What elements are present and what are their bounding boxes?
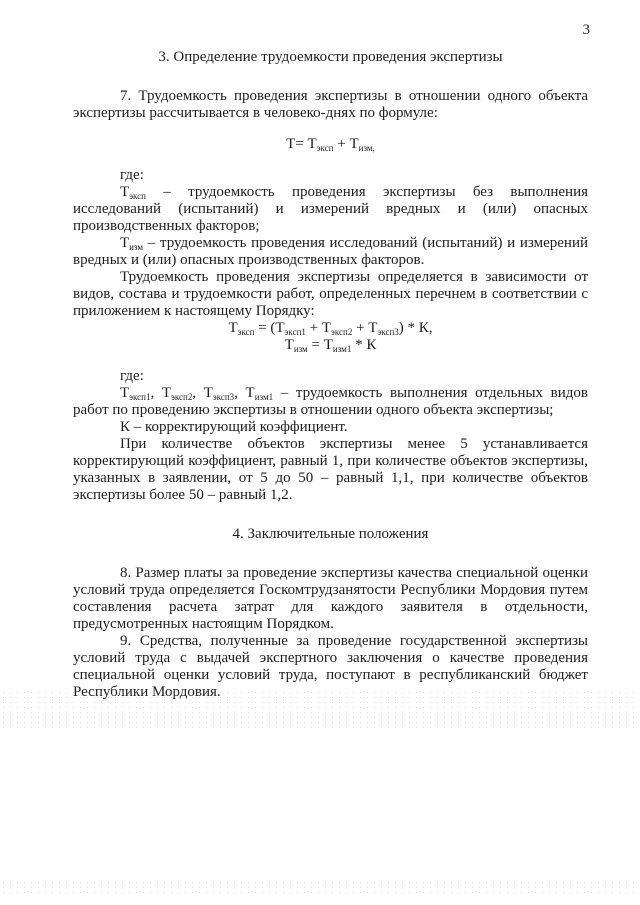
- scan-noise: [0, 690, 640, 730]
- page-content: [73, 49, 588, 701]
- scan-noise: [0, 880, 640, 894]
- formula-total: $Т= Т_{эксп} + Т_{изм,}$: [286, 136, 375, 153]
- definition-parts: $Т_{эксп1}$, $Т_{эксп2}$, $Т_{эксп3}$, $Т_{изм1}$ – трудоемкость выполнения отдельных видов работ по проведению экспертизы в отношении одного объекта экспертизы;: [73, 385, 588, 418]
- where-label-2: где:: [120, 368, 144, 384]
- definition-k: К – корректирующий коэффициент.: [120, 419, 348, 435]
- section-4-title: 4. Заключительные положения: [232, 526, 429, 542]
- page-number: 3: [582, 22, 590, 38]
- definition-t-exp: $Т_{эксп}$ – трудоемкость проведения экспертизы без выполнения исследований (испытаний) и измерений вредных и (или) опасных производственных факторов;: [73, 184, 588, 234]
- paragraph-7: 7. Трудоемкость проведения экспертизы в отношении одного объекта экспертизы рассчитывается в человеко-днях по формуле:: [73, 88, 588, 121]
- paragraph-coefficient: При количестве объектов экспертизы менее 5 устанавливается корректирующий коэффициент, равный 1, при количестве объектов экспертизы, указанных в заявлении, от 5 до 50 – равный 1,1, при количестве объектов экспертизы более 50 – равный 1,2.: [73, 436, 588, 503]
- paragraph-8: 8. Размер платы за проведение экспертизы качества специальной оценки условий труда определяется Госкомтрудзанятости Республики Мордовия путем составления расчета затрат для каждого заявителя в отдельности, предусмотренных настоящим Порядком.: [73, 565, 588, 632]
- paragraph-depends: Трудоемкость проведения экспертизы определяется в зависимости от видов, состава и трудоемкости работ, определенных перечнем в соответствии с приложением к настоящему Порядку:: [73, 269, 588, 319]
- paragraph-9: 9. Средства, полученные за проведение государственной экспертизы условий труда с выдачей экспертного заключения о качестве проведения специальной оценки условий труда, поступают в республиканский бюджет Республики Мордовия.: [73, 633, 588, 700]
- formula-exp: $Т_{эксп} = (Т_{эксп1} + Т_{эксп2} + Т_{эксп3}) * К$,: [228, 320, 433, 337]
- definition-t-izm: $Т_{изм}$ – трудоемкость проведения исследований (испытаний) и измерений вредных и (или) опасных производственных факторов.: [73, 235, 588, 268]
- where-label-1: где:: [120, 167, 144, 183]
- section-3-title: 3. Определение трудоемкости проведения экспертизы: [158, 49, 503, 65]
- formula-izm: $Т_{изм} = Т_{изм1} * К$: [284, 337, 377, 354]
